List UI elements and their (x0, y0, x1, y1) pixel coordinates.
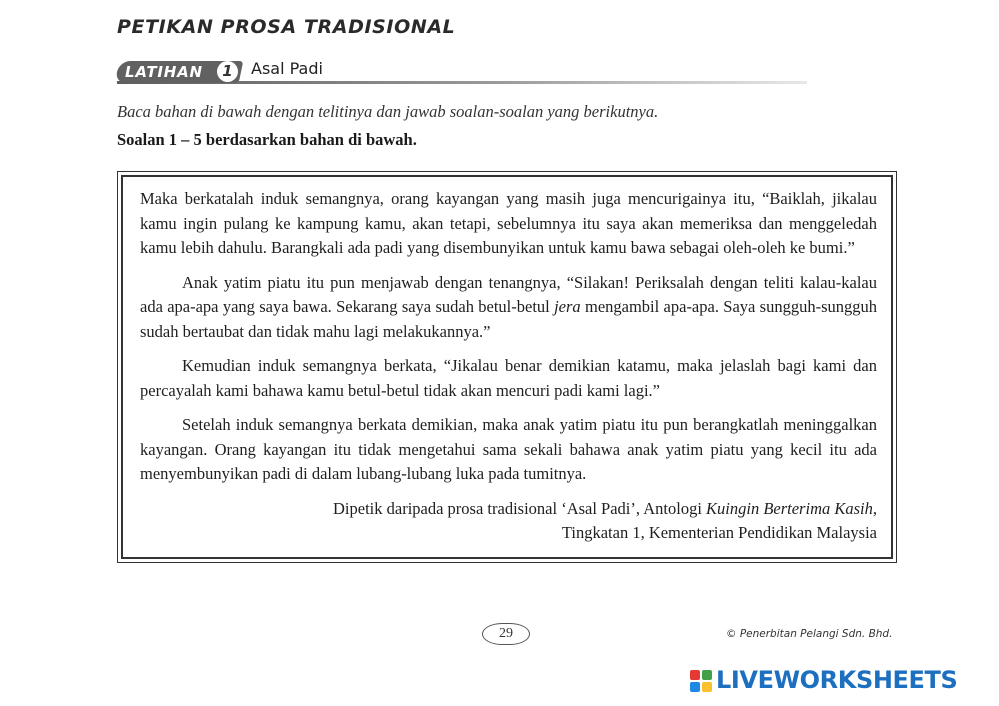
liveworksheets-logo-icon (690, 670, 712, 692)
source-line-2: Tingkatan 1, Kementerian Pendidikan Malaysia (561, 523, 877, 542)
passage-paragraph-1: Maka berkatalah induk semangnya, orang kayangan yang masih juga mencurigainya itu, “Baiklah, jikalau kamu ingin pulang ke kampung kamu, akan tetapi, sebelumnya itu saya akan memeriksa dan menggeledah kamu lebih dahulu. Barangkali ada padi yang disembunyikan untuk kamu bawa sebagai oleh-oleh ke bumi.” (140, 189, 877, 257)
page-number: 29 (482, 623, 530, 645)
exercise-header (117, 58, 807, 86)
passage-box (117, 171, 897, 563)
passage-paragraph-4: Setelah induk semangnya berkata demikian, maka anak yatim piatu itu pun berangkatlah meninggalkan kayangan. Orang kayangan itu tidak mengetahui sama sekali bahawa anak yatim piatu yang kecil itu ada menyembunyikan padi di dalam lubang-lubang luka pada tumitnya. (140, 415, 877, 483)
instruction-text: Baca bahan di bawah dengan telitinya dan jawab soalan-soalan yang berikutnya. (117, 102, 659, 121)
copyright-notice: © Penerbitan Pelangi Sdn. Bhd. (726, 628, 893, 640)
passage-paragraph-2 (140, 271, 877, 345)
exercise-title: Asal Padi (251, 59, 323, 78)
source-anthology-title: Kuingin Berterima Kasih (706, 498, 873, 518)
logo-cell-green (702, 670, 712, 680)
passage-inner (121, 175, 893, 559)
exercise-number: 1 (217, 61, 238, 82)
passage-source (140, 497, 877, 546)
source-text-start: Dipetik daripada prosa tradisional ‘Asal Padi’, Antologi (333, 498, 707, 518)
logo-cell-red (690, 670, 700, 680)
paragraph-2-text-start: Anak yatim piatu itu pun menjawab dengan tenangnya, “Silakan! Periksalah dengan teliti kalau-kalau ada apa-apa yang saya bawa. Sekarang saya sudah betul-betul (140, 272, 877, 316)
question-range: Soalan 1 – 5 berdasarkan bahan di bawah. (117, 130, 417, 149)
passage-paragraph-3: Kemudian induk semangnya berkata, “Jikalau benar demikian katamu, maka jelaslah bagi kami dan percayalah kami bahawa kamu betul-betul tidak akan mencuri padi kami lagi.” (140, 356, 877, 400)
exercise-label: LATIHAN (125, 63, 203, 81)
paragraph-2-italic-word: jera (554, 297, 581, 316)
source-text-comma: , (872, 498, 877, 518)
section-title: PETIKAN PROSA TRADISIONAL (117, 16, 456, 38)
liveworksheets-logo-text: LIVEWORKSHEETS (716, 666, 958, 694)
logo-cell-blue (690, 682, 700, 692)
paragraph-2-text-end: mengambil apa-apa. Saya sungguh-sungguh sudah bertaubat dan tidak mahu lagi melakukannya.” (140, 297, 878, 341)
logo-cell-yellow (702, 682, 712, 692)
